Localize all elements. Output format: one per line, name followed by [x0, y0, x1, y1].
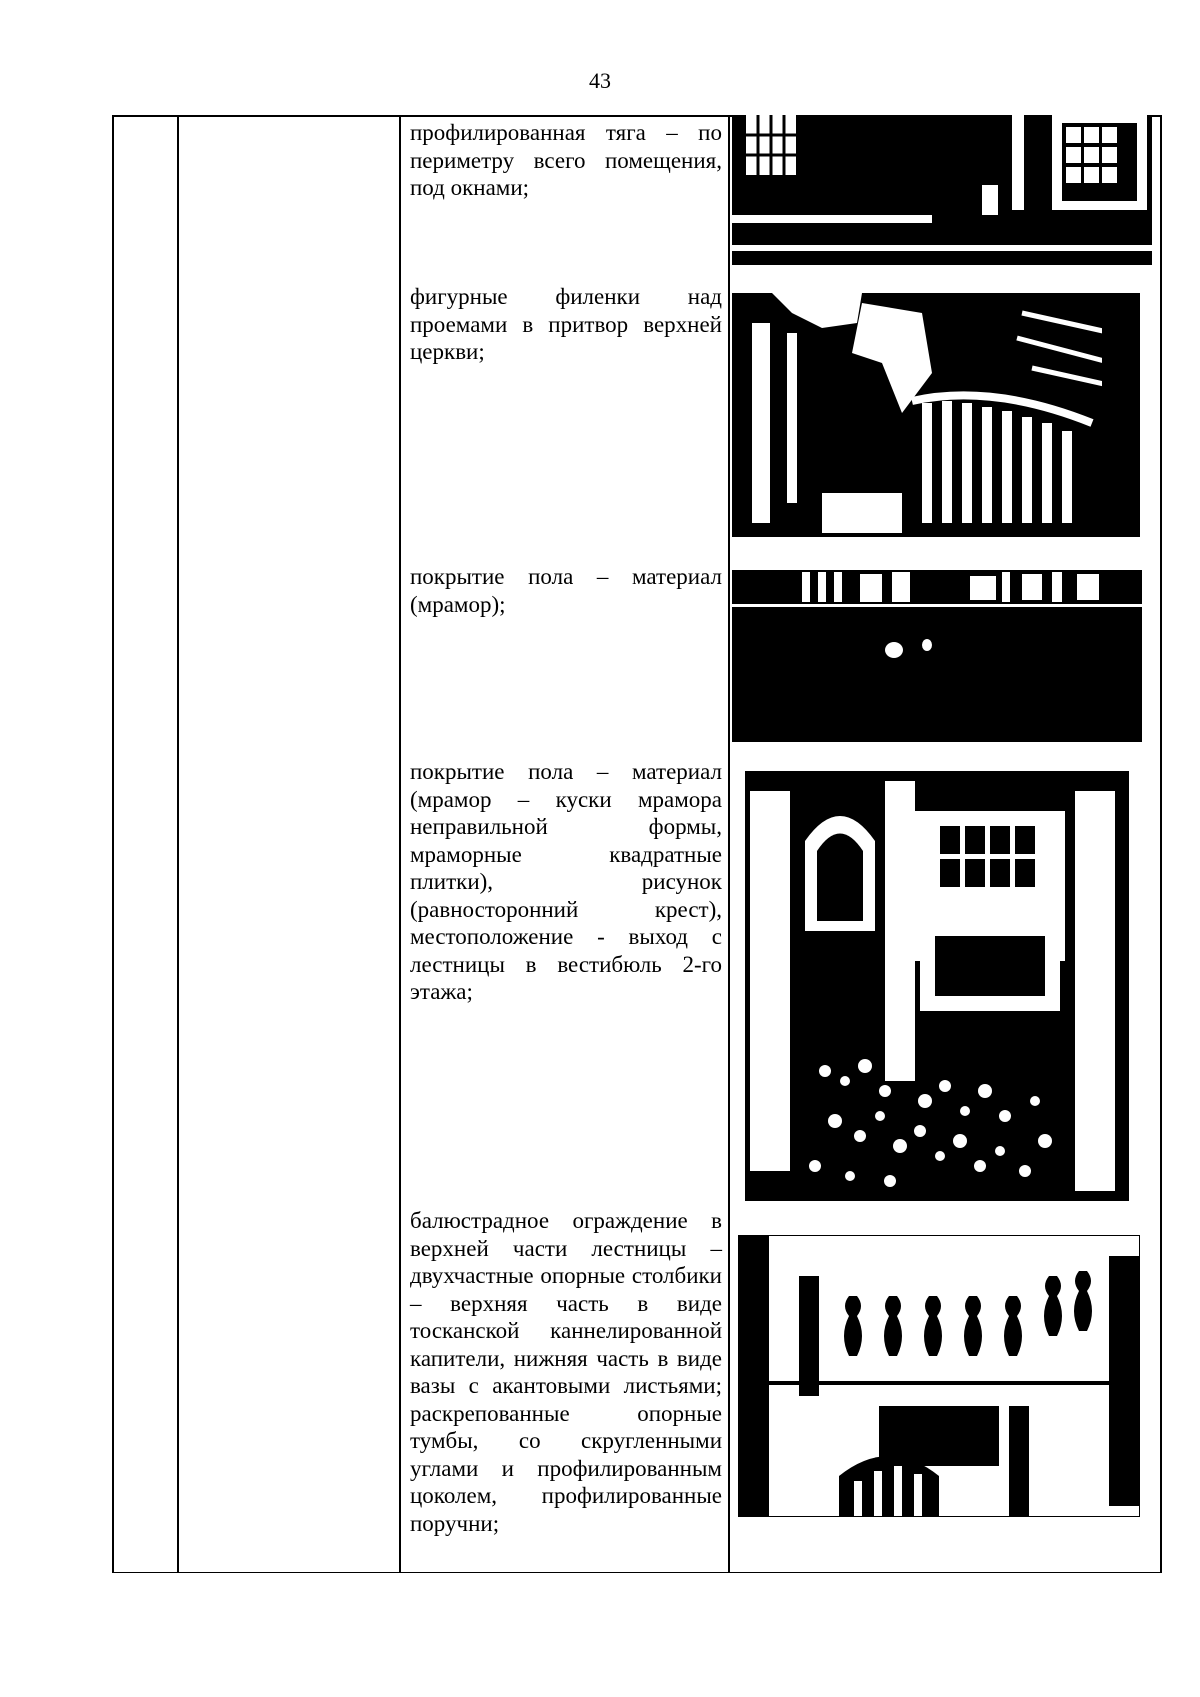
table-border-bottom	[112, 1572, 1162, 1574]
hall-floor-photo	[732, 570, 1142, 742]
table-divider-2	[399, 115, 401, 1573]
table-divider-1	[177, 115, 179, 1573]
table-border-left	[112, 115, 114, 1573]
row-2-description: фигурные филенки над проемами в притвор верхней церкви;	[410, 284, 722, 364]
page-number: 43	[589, 68, 611, 93]
window-wall-photo	[732, 115, 1152, 265]
balustrade-photo	[738, 1235, 1140, 1517]
vestibule-floor-photo	[745, 771, 1129, 1201]
table-border-right	[1160, 115, 1162, 1573]
row-3-description: покрытие пола – материал (мрамор);	[410, 564, 722, 617]
staircase-photo	[732, 293, 1140, 537]
row-4-description: покрытие пола – материал (мрамор – куски мрамора неправильной формы, мраморные квадратные плитки), рисунок (равносторонний крест), местоположение - выход с лестницы в вестибюль 2-го этажа;	[410, 759, 722, 1004]
row-1-description: профилированная тяга – по периметру всего помещения, под окнами;	[410, 120, 722, 200]
description-table	[112, 115, 1162, 1573]
row-5-description: балюстрадное ограждение в верхней части лестницы – двухчастные опорные столбики – верхняя часть в виде тосканской каннелированной капители, нижняя часть в виде вазы с акантовыми листьями; раскрепованные опорные тумбы, со скругленными углами и профилированным цоколем, профилированные поручни;	[410, 1208, 722, 1536]
table-divider-3	[728, 115, 730, 1573]
